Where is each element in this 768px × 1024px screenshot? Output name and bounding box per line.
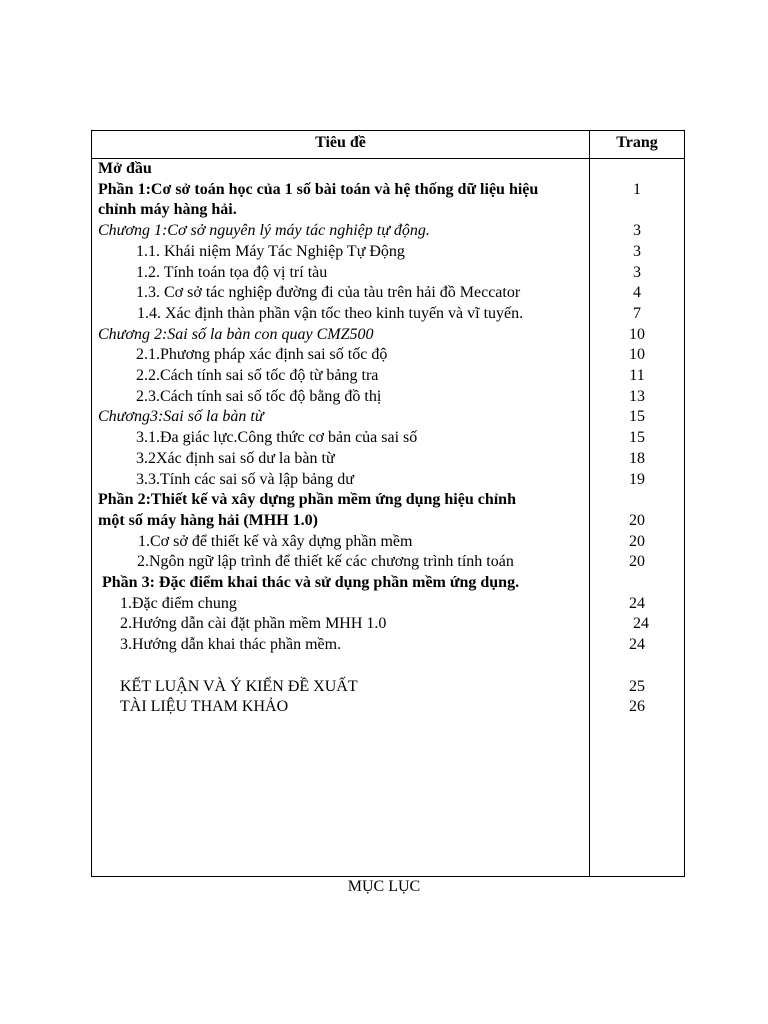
toc-entry-page: 3 bbox=[633, 242, 641, 260]
toc-entry-title: 1.Đặc điểm chung bbox=[120, 594, 237, 612]
toc-entry-page: 24 bbox=[629, 636, 645, 654]
toc-entry-title: 1.2. Tính toán tọa độ vị trí tàu bbox=[136, 263, 328, 281]
toc-entry-title: 2.Ngôn ngữ lập trình để thiết kế các chương trình tính toán bbox=[137, 553, 514, 571]
toc-entry-title: 2.3.Cách tính sai số tốc độ bằng đồ thị bbox=[136, 387, 382, 405]
toc-table bbox=[91, 130, 685, 877]
toc-entry-title: Phần 1:Cơ sở toán học của 1 số bài toán và hệ thống dữ liệu hiệu bbox=[98, 180, 539, 198]
toc-entry-page: 20 bbox=[629, 511, 645, 529]
toc-entry-page: 26 bbox=[629, 698, 645, 716]
page-column-header: Trang bbox=[616, 134, 658, 151]
toc-entry-title: Chương3:Sai số la bàn từ bbox=[98, 408, 264, 426]
toc-entry-title: 3.Hướng dẫn khai thác phần mềm. bbox=[120, 636, 342, 654]
toc-entry-page: 24 bbox=[633, 615, 649, 633]
toc-entry-page: 1 bbox=[633, 180, 641, 198]
toc-entry-page: 24 bbox=[629, 594, 645, 612]
toc-entry-page: 4 bbox=[633, 284, 641, 302]
toc-entry-title: Chương 1:Cơ sở nguyên lý máy tác nghiệp tự động. bbox=[98, 222, 430, 240]
toc-entry-title: Phần 3: Đặc điểm khai thác và sử dụng phần mềm ứng dụng. bbox=[102, 574, 520, 591]
toc-entry-page: 20 bbox=[629, 532, 645, 550]
toc-entry-page: 11 bbox=[629, 367, 645, 384]
toc-entry-title: 3.2Xác định sai số dư la bàn từ bbox=[136, 449, 335, 467]
toc-entry-title: KẾT LUẬN VÀ Ý KIẾN ĐỀ XUẤT bbox=[120, 677, 358, 695]
toc-entry-page: 10 bbox=[629, 325, 645, 343]
toc-entry-page: 3 bbox=[633, 263, 641, 281]
toc-entry-title: chỉnh máy hàng hải. bbox=[98, 201, 237, 219]
toc-entry-title: 1.4. Xác định thàn phần vận tốc theo kinh tuyến và vĩ tuyến. bbox=[137, 304, 524, 322]
toc-entry-page: 3 bbox=[633, 222, 641, 240]
toc-entry-title: 3.3.Tính các sai số và lập bảng dư bbox=[136, 470, 354, 488]
toc-entry-title: 3.1.Đa giác lực.Công thức cơ bản của sai số bbox=[136, 429, 418, 447]
toc-entry-page: 25 bbox=[629, 677, 645, 695]
toc-entry-page: 13 bbox=[629, 387, 645, 405]
toc-entry-page: 10 bbox=[629, 346, 645, 364]
toc-entry-title: 2.1.Phương pháp xác định sai số tốc độ bbox=[136, 346, 388, 364]
header-rule bbox=[92, 158, 684, 159]
toc-entry-page: 15 bbox=[629, 408, 645, 426]
toc-entry-title: một số máy hàng hải (MHH 1.0) bbox=[98, 511, 318, 529]
toc-entry-title: 1.1. Khái niệm Máy Tác Nghiệp Tự Động bbox=[136, 242, 405, 260]
toc-entry-title: Mở đầu bbox=[98, 160, 152, 177]
toc-entry-page: 18 bbox=[629, 449, 645, 467]
document-caption: MỤC LỤC bbox=[347, 878, 421, 895]
toc-entry-title: 1.Cơ sở để thiết kế và xây dựng phần mềm bbox=[138, 532, 413, 550]
toc-entry-title: 1.3. Cơ sở tác nghiệp đường đi của tàu trên hải đồ Meccator bbox=[136, 284, 521, 302]
toc-entry-title: TÀI LIỆU THAM KHẢO bbox=[120, 698, 289, 716]
toc-entry-page: 20 bbox=[629, 553, 645, 571]
toc-entry-title: Chương 2:Sai số la bàn con quay CMZ500 bbox=[98, 325, 374, 343]
toc-entry-page: 7 bbox=[633, 304, 641, 322]
toc-entry-page: 19 bbox=[629, 470, 645, 488]
toc-entry-title: 2.Hướng dẫn cài đặt phần mềm MHH 1.0 bbox=[120, 615, 387, 633]
title-column-header: Tiêu đề bbox=[315, 134, 366, 151]
toc-entry-title: Phần 2:Thiết kế và xây dựng phần mềm ứng dụng hiệu chỉnh bbox=[98, 491, 516, 509]
toc-entry-title: 2.2.Cách tính sai số tốc độ từ bảng tra bbox=[136, 367, 379, 384]
toc-entry-page: 15 bbox=[629, 429, 645, 447]
